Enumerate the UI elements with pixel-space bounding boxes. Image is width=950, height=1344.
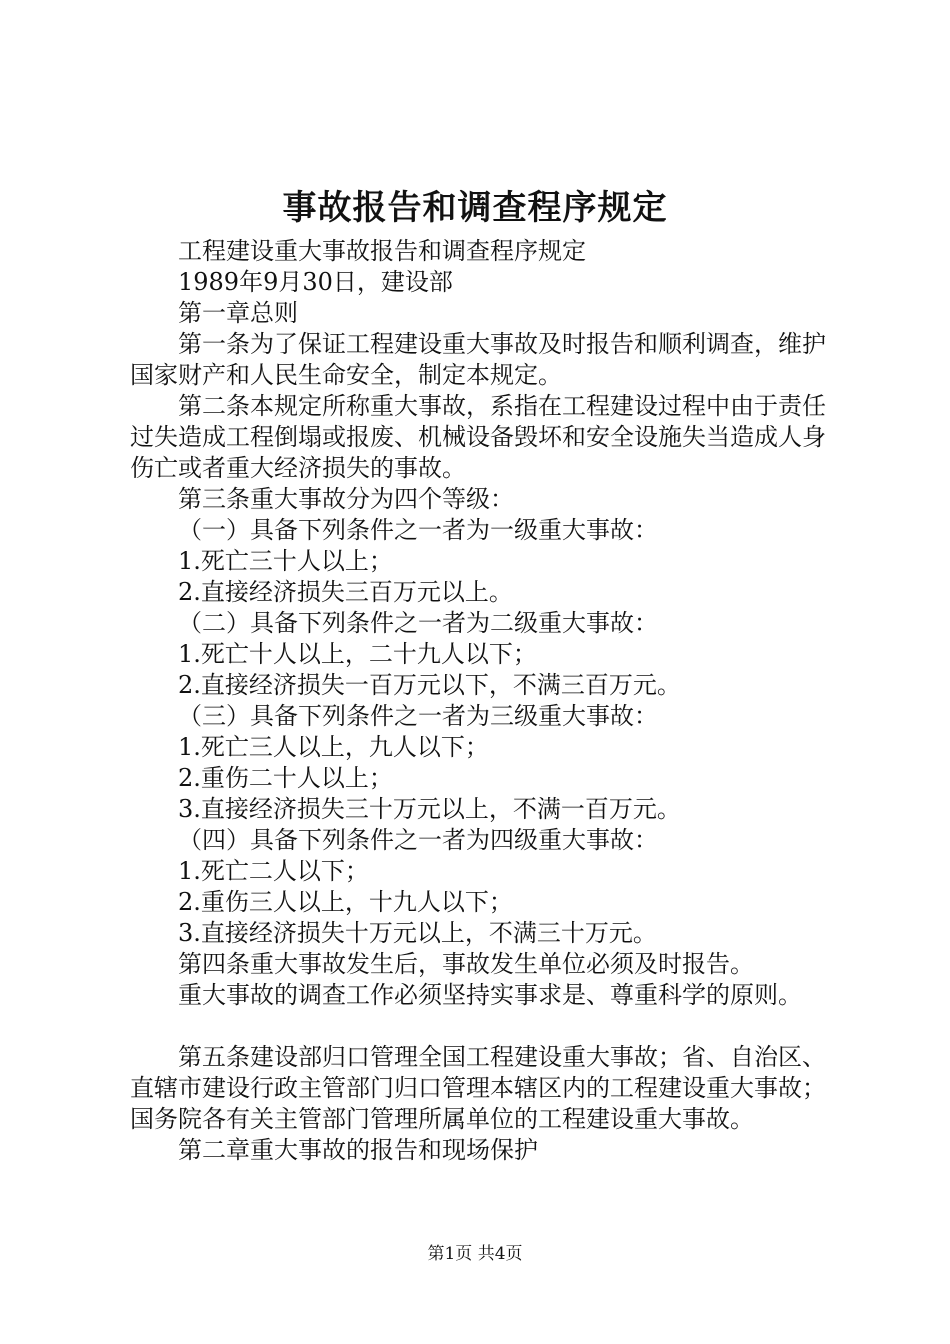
chapter-heading: 第一章总则 bbox=[178, 299, 298, 327]
paragraph: 第一条为了保证工程建设重大事故及时报告和顺利调查，维护国家财产和人民生命安全，制定本规定。 bbox=[130, 330, 826, 389]
list-heading: （一）具备下列条件之一者为一级重大事故： bbox=[178, 516, 658, 544]
list-heading: （二）具备下列条件之一者为二级重大事故： bbox=[178, 609, 658, 637]
list-item: 2.重伤三人以上，十九人以下； bbox=[178, 888, 513, 916]
list-item: 2.直接经济损失三百万元以上。 bbox=[178, 578, 513, 606]
chapter-heading: 第二章重大事故的报告和现场保护 bbox=[178, 1136, 538, 1164]
document-title: 事故报告和调查程序规定 bbox=[282, 188, 668, 228]
list-item: 1.死亡三人以上，九人以下； bbox=[178, 733, 489, 761]
list-heading: （四）具备下列条件之一者为四级重大事故： bbox=[178, 826, 658, 854]
page-number-footer: 第1页 共4页 bbox=[427, 1244, 523, 1264]
list-item: 3.直接经济损失十万元以上，不满三十万元。 bbox=[178, 919, 657, 947]
paragraph: 第四条重大事故发生后，事故发生单位必须及时报告。 bbox=[178, 950, 754, 978]
list-item: 1.死亡二人以下； bbox=[178, 857, 369, 885]
list-item: 2.重伤二十人以上； bbox=[178, 764, 393, 792]
list-item: 2.直接经济损失一百万元以下，不满三百万元。 bbox=[178, 671, 681, 699]
list-heading: （三）具备下列条件之一者为三级重大事故： bbox=[178, 702, 658, 730]
paragraph: 第二条本规定所称重大事故，系指在工程建设过程中由于责任过失造成工程倒塌或报废、机械设备毁坏和安全设施失当造成人身伤亡或者重大经济损失的事故。 bbox=[130, 392, 826, 482]
paragraph: 重大事故的调查工作必须坚持实事求是、尊重科学的原则。 bbox=[178, 981, 802, 1009]
list-item: 3.直接经济损失三十万元以上，不满一百万元。 bbox=[178, 795, 681, 823]
paragraph: 1989年9月30日，建设部 bbox=[178, 268, 453, 296]
document-body bbox=[130, 236, 830, 1166]
list-item: 1.死亡三十人以上； bbox=[178, 547, 393, 575]
paragraph: 第三条重大事故分为四个等级： bbox=[178, 485, 514, 513]
paragraph: 工程建设重大事故报告和调查程序规定 bbox=[178, 237, 586, 265]
paragraph: 第五条建设部归口管理全国工程建设重大事故；省、自治区、直辖市建设行政主管部门归口管理本辖区内的工程建设重大事故；国务院各有关主管部门管理所属单位的工程建设重大事故。 bbox=[130, 1043, 826, 1133]
list-item: 1.死亡十人以上，二十九人以下； bbox=[178, 640, 537, 668]
